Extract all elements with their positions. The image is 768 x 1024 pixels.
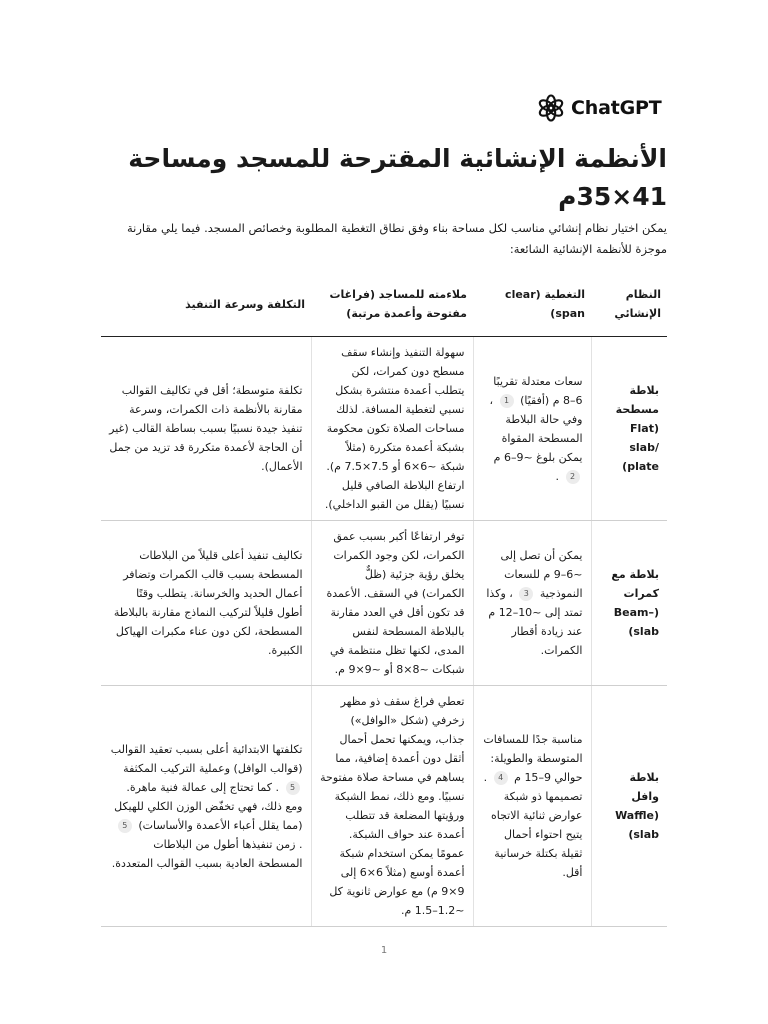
header-system: النظام الإنشائي	[591, 272, 667, 337]
cell-suitability: توفر ارتفاعًا أكبر بسبب عمق الكمرات، لكن وجود الكمرات يخلق رؤية جزئية (ظلٌّ الكمرات) في السقف. الأعمدة قد تكون أقل في العدد مقارنة بالبلاطة المسطحة لنفس المدى، لكنها تظل منتظمة في شبكات ~8×8 أو ~9×9 م.	[311, 521, 473, 686]
span-text: . تصميمها ذو شبكة عوارض ثنائية الاتجاه يتيح احتواء أحمال ثقيلة بكتلة خرسانية أقل.	[483, 771, 583, 879]
cell-cost	[101, 686, 311, 927]
citation-badge[interactable]: 3	[519, 587, 533, 601]
cell-span	[473, 686, 591, 927]
cell-system: بلاطة مسطحة (Flat slab/ plate)	[591, 337, 667, 521]
header-cost: التكلفة وسرعة التنفيذ	[101, 272, 311, 337]
brand-header	[537, 94, 661, 122]
intro-paragraph: يمكن اختيار نظام إنشائي مناسب لكل مساحة بناء وفق نطاق التغطية المطلوبة وخصائص المسجد. فيما يلي مقارنة موجزة للأنظمة الإنشائية الشائعة:	[126, 221, 667, 256]
cell-system: بلاطة وافل (Waffle slab)	[591, 686, 667, 927]
span-text: يمكن أن تصل إلى ~6–9 م للسعات النموذجية	[500, 549, 583, 600]
openai-logo-icon	[537, 94, 565, 122]
citation-badge[interactable]: 2	[566, 470, 580, 484]
cell-cost: تكلفة متوسطة؛ أقل في تكاليف القوالب مقارنة بالأنظمة ذات الكمرات، وسرعة تنفيذ جيدة نسبيًا بسبب بساطة القالب (غير أن الحاجة لأعمدة متكررة قد تزيد من جمل الأعمال).	[101, 337, 311, 521]
citation-badge[interactable]: 5	[286, 781, 300, 795]
structural-systems-table	[101, 272, 667, 927]
page-title: الأنظمة الإنشائية المقترحة للمسجد ومساحة 41×35م	[128, 144, 667, 211]
cell-suitability: تعطي فراغ سقف ذو مظهر زخرفي (شكل «الوافل») جذاب، ويمكنها تحمل أحمال أثقل دون أعمدة إضافية، مما يساهم في مساحة صلاة مفتوحة نسبيًا. ومع ذلك، نمط الشبكة ورؤيتها المضلعة قد تتطلب أعمدة عند حواف الشبكة. عمومًا يمكن استخدام شبكة أعمدة أوسع (مثلاً 6×6 إلى 9×9 م) مع عوارض ثانوية كل ~1.2–1.5 م.	[311, 686, 473, 927]
table-row	[101, 337, 667, 521]
table-header-row	[101, 272, 667, 337]
cost-text: . كما تحتاج إلى عمالة فنية ماهرة. ومع ذلك، فهي تخفّض الوزن الكلي للهيكل (مما يقلل أعباء الأعمدة والأساسات)	[114, 780, 303, 832]
table-row	[101, 521, 667, 686]
cost-text: تكلفتها الابتدائية أعلى بسبب تعقيد القوالب (قوالب الوافل) وعملية التركيب المكثفة	[110, 742, 303, 775]
cell-span	[473, 337, 591, 521]
span-text: ، وكذا تمتد إلى ~10–12 م عند زيادة أقطار الكمرات.	[486, 587, 583, 657]
cell-cost: تكاليف تنفيذ أعلى قليلاً من البلاطات المسطحة بسبب قالب الكمرات وتضافر أعمال الحديد والخرسانة. يتطلب وقتًا أطول قليلاً لتركيب النماذج مقارنة بالبلاطة المسطحة، لكن دون عناء مكبرات الهياكل الكبيرة.	[101, 521, 311, 686]
span-text: .	[555, 469, 559, 483]
span-text: سعات معتدلة تقريبًا 6–8 م (أفقيًا)	[493, 374, 583, 407]
brand-name: ChatGPT	[571, 97, 662, 119]
span-text: ، وفي حالة البلاطة المسطحة المقواة يمكن بلوغ ~9–6 م	[489, 393, 583, 464]
table-row	[101, 686, 667, 927]
header-span: التغطية (clear span)	[473, 272, 591, 337]
citation-badge[interactable]: 5	[118, 819, 132, 833]
cell-suitability: سهولة التنفيذ وإنشاء سقف مسطح دون كمرات، لكن يتطلب أعمدة منتشرة بشكل نسبي لتغطية المسافة. لذلك مساحات الصلاة تكون محكومة بشبكة أعمدة متكررة (مثلاً شبكة ~6×6 أو 7.5×7.5 م). ارتفاع البلاطة الصافي قليل نسبيًا (يقلل من القبو الداخلي).	[311, 337, 473, 521]
page-number: 1	[380, 945, 388, 956]
span-text: مناسبة جدًا للمسافات المتوسطة والطويلة: حوالي 9–15 م	[483, 733, 583, 784]
cell-system: بلاطة مع كمرات (Beam–slab)	[591, 521, 667, 686]
cost-text: . زمن تنفيذها أطول من البلاطات المسطحة العادية بسبب القوالب المتعددة.	[111, 837, 303, 870]
header-suitability: ملاءمته للمساجد (فراغات مفتوحة وأعمدة مرتبة)	[311, 272, 473, 337]
citation-badge[interactable]: 1	[500, 394, 514, 408]
cell-span	[473, 521, 591, 686]
citation-badge[interactable]: 4	[494, 771, 508, 785]
